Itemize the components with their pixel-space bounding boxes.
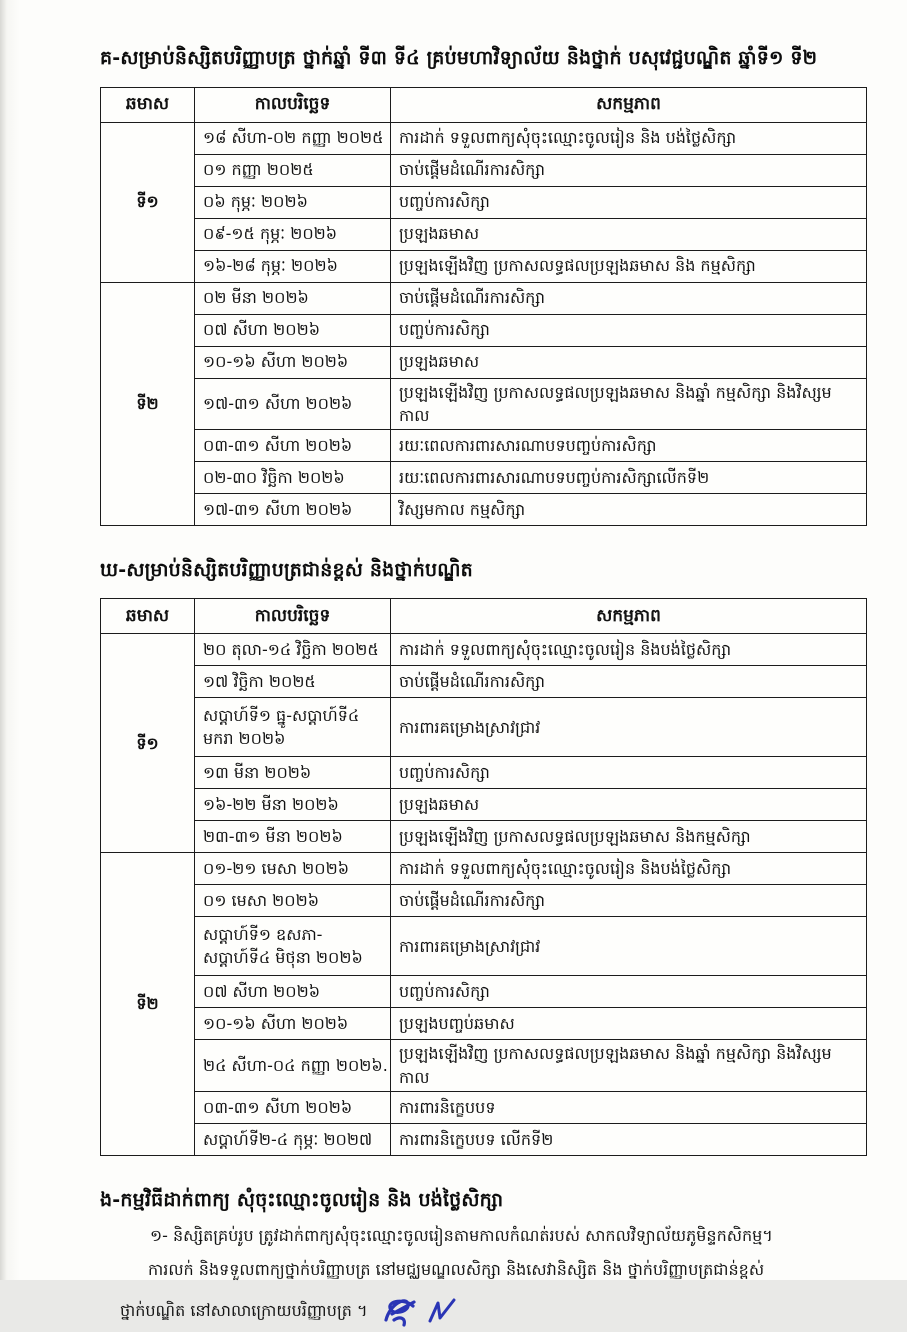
date-cell: ២៤ សីហា-០៤ កញ្ញា ២០២៦. (195, 1040, 391, 1091)
pen-initial-icon (428, 1297, 458, 1327)
activity-cell: រយៈពេលការពារសារណាបទបញ្ចប់ការសិក្សា (391, 429, 867, 461)
table-row (101, 250, 867, 282)
note-line-2: ការលក់ និងទទួលពាក្យថ្នាក់បរិញ្ញាបត្រ នៅមជ្ឈមណ្ឌលសិក្សា និងសេវានិស្សិត និង ថ្នាក់បរិញ្ញាបត្រជាន់ខ្ពស់ (148, 1260, 765, 1280)
table-row (101, 1123, 867, 1155)
activity-cell: ការដាក់ ទទួលពាក្យសុំចុះឈ្មោះចូលរៀន និង បង់ថ្លៃសិក្សា (391, 122, 867, 154)
notes-section (100, 1186, 867, 1332)
activity-cell: ប្រឡងឆមាស (391, 346, 867, 378)
table-row (101, 976, 867, 1008)
date-cell: ១៨ សីហា-០២ កញ្ញា ២០២៥ (195, 122, 391, 154)
activity-cell: បញ្ចប់ការសិក្សា (391, 976, 867, 1008)
note-line-3 (120, 1292, 867, 1332)
schedule-table-bachelor (100, 87, 867, 526)
semester-cell: ទី២ (101, 853, 195, 1155)
table-header-row (101, 87, 867, 122)
date-cell: ០៦ កុម្ភៈ ២០២៦ (195, 186, 391, 218)
date-cell: សប្ដាហ៍ទី១ ឧសភា-សប្ដាហ៍ទី៤ មិថុនា ២០២៦ (195, 917, 391, 976)
table-header-row (101, 599, 867, 634)
activity-cell: ការពារគម្រោងស្រាវជ្រាវ (391, 917, 867, 976)
section-kh-title: ឃ-សម្រាប់និស្សិតបរិញ្ញាបត្រជាន់ខ្ពស់ និងថ្នាក់បណ្ឌិត (100, 558, 473, 581)
date-cell: ១៧ វិច្ឆិកា ២០២៥ (195, 666, 391, 698)
table-row (101, 1091, 867, 1123)
activity-cell: ការដាក់ ទទួលពាក្យសុំចុះឈ្មោះចូលរៀន និងបង់ថ្លៃសិក្សា (391, 634, 867, 666)
date-cell: ១៦-២៨ កុម្ភៈ ២០២៦ (195, 250, 391, 282)
activity-cell: ចាប់ផ្ដើមដំណើរការសិក្សា (391, 666, 867, 698)
date-cell: ១៧-៣១ សីហា ២០២៦ (195, 493, 391, 525)
table-row (101, 346, 867, 378)
activity-cell: ការពារគម្រោងស្រាវជ្រាវ (391, 698, 867, 757)
date-cell: ១៦-២២ មីនា ២០២៦ (195, 789, 391, 821)
date-cell: ០៧ សីហា ២០២៦ (195, 314, 391, 346)
table-row (101, 666, 867, 698)
activity-cell: ប្រឡងឡើងវិញ ប្រកាសលទ្ធផលប្រឡងឆមាស និងកម្មសិក្សា (391, 821, 867, 853)
activity-cell: ប្រឡងឆមាស (391, 789, 867, 821)
date-cell: ១០-១៦ សីហា ២០២៦ (195, 1008, 391, 1040)
activity-cell: ប្រឡងឆមាស (391, 218, 867, 250)
activity-cell: បញ្ចប់ការសិក្សា (391, 314, 867, 346)
activity-cell: ការពារនិក្ខេបបទ លើកទី២ (391, 1123, 867, 1155)
activity-cell: ការពារនិក្ខេបបទ (391, 1091, 867, 1123)
schedule-table-postgrad (100, 598, 867, 1155)
table-row (101, 186, 867, 218)
section-ng-title: ង-កម្មវិធីដាក់ពាក្យ សុំចុះឈ្មោះចូលរៀន និង បង់ថ្លៃសិក្សា (100, 1188, 504, 1211)
table-row (101, 461, 867, 493)
pen-flourish-icon (380, 1292, 422, 1332)
table-row (101, 634, 867, 666)
activity-cell: ចាប់ផ្ដើមដំណើរការសិក្សា (391, 154, 867, 186)
date-cell: ១៧-៣១ សីហា ២០២៦ (195, 378, 391, 429)
section-g-title: គ-សម្រាប់និស្សិតបរិញ្ញាបត្រ ថ្នាក់ឆ្នាំ ទី៣ ទី៤ គ្រប់មហាវិទ្យាល័យ និងថ្នាក់ បសុវេជ្ជបណ្ឌិត ឆ្នាំទី១ ទី២ (100, 47, 818, 69)
date-cell: ០៣-៣១ សីហា ២០២៦ (195, 429, 391, 461)
table-row (101, 429, 867, 461)
date-cell: ០១ មេសា ២០២៦ (195, 885, 391, 917)
activity-cell: ប្រឡងឡើងវិញ ប្រកាសលទ្ធផលប្រឡងឆមាស និងឆ្នាំ កម្មសិក្សា និងវិស្សមកាល (391, 1040, 867, 1091)
date-cell: ០៣-៣១ សីហា ២០២៦ (195, 1091, 391, 1123)
date-cell: ០៩-១៥ កុម្ភៈ ២០២៦ (195, 218, 391, 250)
table-row (101, 1008, 867, 1040)
table-row (101, 493, 867, 525)
table-row (101, 282, 867, 314)
header-cell-activity: សកម្មភាព (391, 599, 867, 634)
table-row (101, 885, 867, 917)
date-cell: ០៧ សីហា ២០២៦ (195, 976, 391, 1008)
table-row (101, 821, 867, 853)
activity-cell: រយៈពេលការពារសារណាបទបញ្ចប់ការសិក្សាលើកទី២ (391, 461, 867, 493)
note-line-3-text: ថ្នាក់បណ្ឌិត នៅសាលាក្រោយបរិញ្ញាបត្រ ។ (120, 1301, 368, 1321)
activity-cell: ចាប់ផ្ដើមដំណើរការសិក្សា (391, 282, 867, 314)
table-row (101, 917, 867, 976)
table-row (101, 789, 867, 821)
date-cell: ១៣ មីនា ២០២៦ (195, 757, 391, 789)
table-row (101, 698, 867, 757)
date-cell: សប្ដាហ៍ទី២-៤ កុម្ភៈ ២០២៧ (195, 1123, 391, 1155)
activity-cell: ប្រឡងបញ្ចប់ឆមាស (391, 1008, 867, 1040)
header-cell-semester: ឆមាស (101, 599, 195, 634)
date-cell: ០២ មីនា ២០២៦ (195, 282, 391, 314)
activity-cell: ការដាក់ ទទួលពាក្យសុំចុះឈ្មោះចូលរៀន និងបង់ថ្លៃសិក្សា (391, 853, 867, 885)
activity-cell: វិស្សមកាល កម្មសិក្សា (391, 493, 867, 525)
table-row (101, 1040, 867, 1091)
table-row (101, 122, 867, 154)
date-cell: ២៣-៣១ មីនា ២០២៦ (195, 821, 391, 853)
header-cell-semester: ឆមាស (101, 87, 195, 122)
note-line-1: ១- និស្សិតគ្រប់រូប ត្រូវដាក់ពាក្យសុំចុះឈ្មោះចូលរៀនតាមកាលកំណត់របស់ សាកលវិទ្យាល័យភូមិន្ទកសិកម្ម។ (150, 1226, 773, 1246)
table-row (101, 853, 867, 885)
date-cell: ២០ តុលា-១៤ វិច្ឆិកា ២០២៥ (195, 634, 391, 666)
header-cell-activity: សកម្មភាព (391, 87, 867, 122)
date-cell: ០១ កញ្ញា ២០២៥ (195, 154, 391, 186)
semester-cell: ទី១ (101, 122, 195, 282)
table-row (101, 314, 867, 346)
semester-cell: ទី២ (101, 282, 195, 525)
header-cell-date: កាលបរិច្ឆេទ (195, 87, 391, 122)
table-row (101, 218, 867, 250)
activity-cell: ប្រឡងឡើងវិញ ប្រកាសលទ្ធផលប្រឡងឆមាស និងឆ្នាំ កម្មសិក្សា និងវិស្សមកាល (391, 378, 867, 429)
table-row (101, 757, 867, 789)
activity-cell: បញ្ចប់ការសិក្សា (391, 186, 867, 218)
date-cell: ១០-១៦ សីហា ២០២៦ (195, 346, 391, 378)
header-cell-date: កាលបរិច្ឆេទ (195, 599, 391, 634)
activity-cell: ប្រឡងឡើងវិញ ប្រកាសលទ្ធផលប្រឡងឆមាស និង កម្មសិក្សា (391, 250, 867, 282)
date-cell: ០២-៣០ វិច្ឆិកា ២០២៦ (195, 461, 391, 493)
table-row (101, 154, 867, 186)
date-cell: សប្ដាហ៍ទី១ ធ្នូ-សប្ដាហ៍ទី៤ មករា ២០២៦ (195, 698, 391, 757)
activity-cell: បញ្ចប់ការសិក្សា (391, 757, 867, 789)
table-row (101, 378, 867, 429)
signature-marks (380, 1292, 458, 1332)
activity-cell: ចាប់ផ្ដើមដំណើរការសិក្សា (391, 885, 867, 917)
date-cell: ០១-២១ មេសា ២០២៦ (195, 853, 391, 885)
semester-cell: ទី១ (101, 634, 195, 853)
